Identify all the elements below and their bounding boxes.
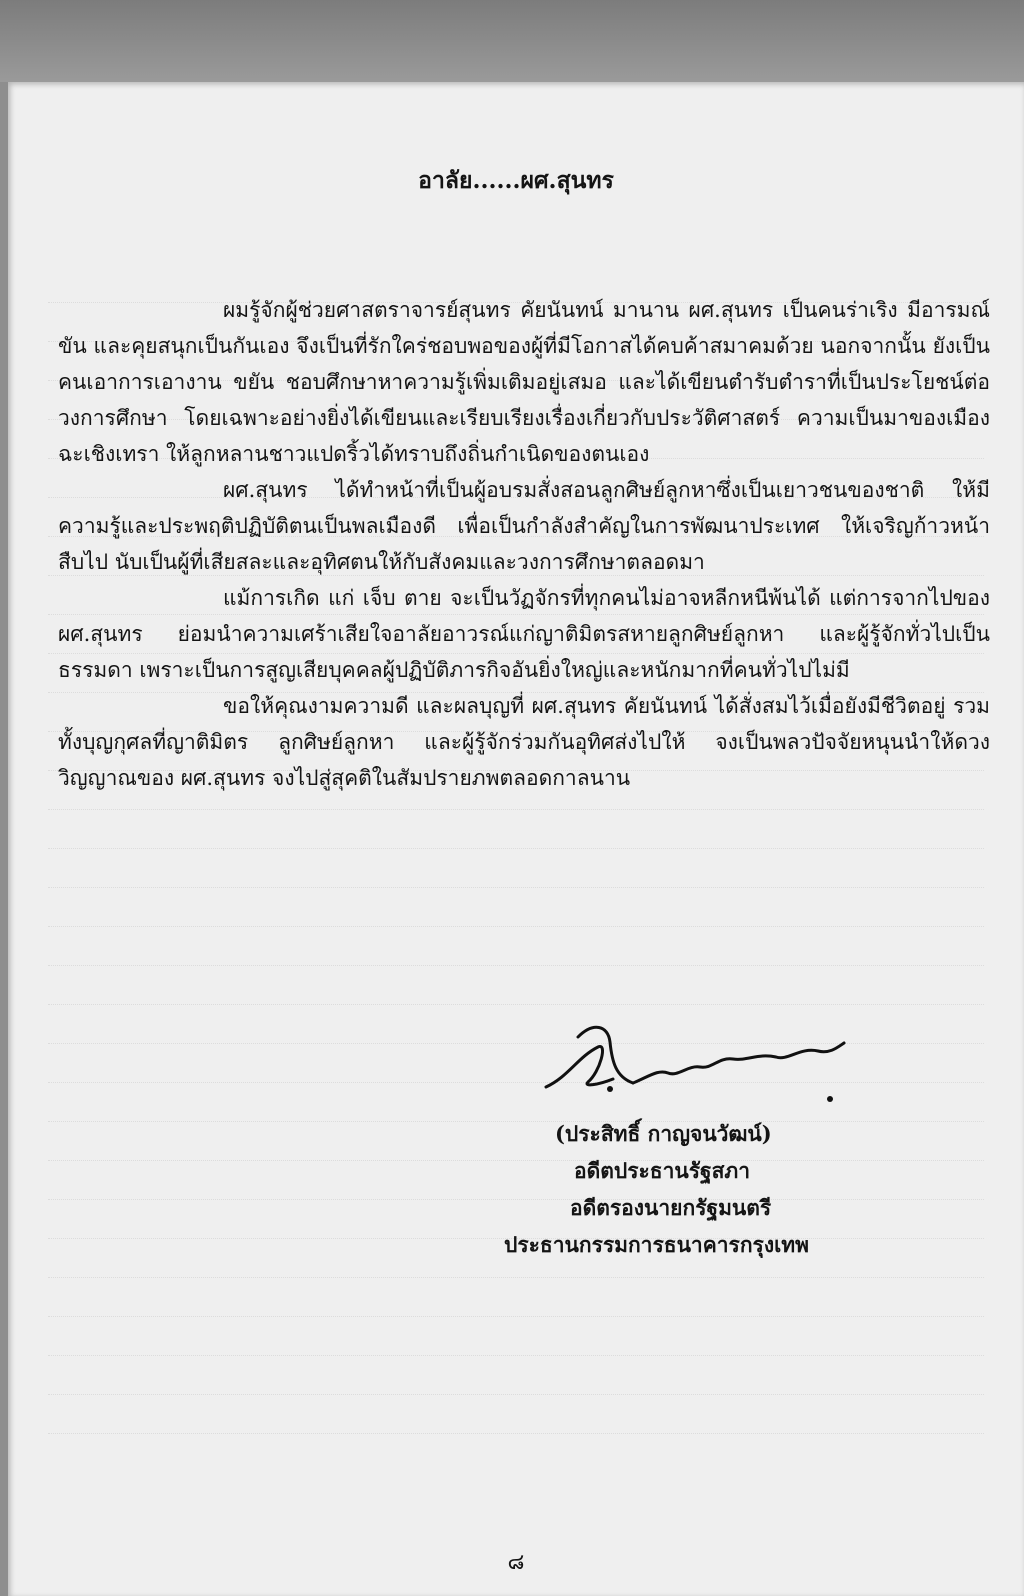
paragraph-2 [58, 472, 990, 580]
signatory-name: (ประสิทธิ์ กาญจนวัฒน์) [555, 1121, 772, 1146]
document-page [8, 82, 1024, 1596]
page-title: อาลัย......ผศ.สุนทร [418, 167, 614, 194]
paragraph-4-text: ขอให้คุณงามความดี และผลบุญที่ ผศ.สุนทร คัยนันทน์ ได้สั่งสมไว้เมื่อยังมีชีวิตอยู่ รวมทั้งบุญกุศลที่ญาติมิตร ลูกศิษย์ลูกหา และผู้รู้จักร่วมกันอุทิศส่งไปให้ จงเป็นพลวปัจจัยหนุนนำให้ดวงวิญญาณของ ผศ.สุนทร จงไปสู่สุคติในสัมปรายภพตลอดกาลนาน [58, 694, 990, 790]
paragraph-3 [58, 580, 990, 688]
signatory-title-1: อดีตประธานรัฐสภา [574, 1158, 751, 1183]
signatory-title-3: ประธานกรรมการธนาคารกรุงเทพ [504, 1232, 809, 1257]
scan-background [0, 0, 1024, 82]
body-text [58, 292, 990, 796]
handwritten-signature [538, 1017, 848, 1107]
paragraph-4 [58, 688, 990, 796]
page-number: ๘ [507, 1550, 525, 1575]
paragraph-2-text: ผศ.สุนทร ได้ทำหน้าที่เป็นผู้อบรมสั่งสอนลูกศิษย์ลูกหาซึ่งเป็นเยาวชนของชาติ ให้มีความรู้และประพฤติปฏิบัติตนเป็นพลเมืองดี เพื่อเป็นกำลังสำคัญในการพัฒนาประเทศ ให้เจริญก้าวหน้าสืบไป นับเป็นผู้ที่เสียสละและอุทิศตนให้กับสังคมและวงการศึกษาตลอดมา [58, 478, 990, 574]
paragraph-3-text: แม้การเกิด แก่ เจ็บ ตาย จะเป็นวัฏจักรที่ทุกคนไม่อาจหลีกหนีพ้นได้ แต่การจากไปของผศ.สุนทร ย่อมนำความเศร้าเสียใจอาลัยอาวรณ์แก่ญาติมิตรสหายลูกศิษย์ลูกหา และผู้รู้จักทั่วไปเป็นธรรมดา เพราะเป็นการสูญเสียบุคคลผู้ปฏิบัติภารกิจอันยิ่งใหญ่และหนักมากที่คนทั่วไปไม่มี [58, 586, 990, 682]
paragraph-1 [58, 292, 990, 472]
signature-block [488, 1115, 908, 1263]
paragraph-1-text: ผมรู้จักผู้ช่วยศาสตราจารย์สุนทร คัยนันทน์ มานาน ผศ.สุนทร เป็นคนร่าเริง มีอารมณ์ขัน และคุยสนุกเป็นกันเอง จึงเป็นที่รักใคร่ชอบพอของผู้ที่มีโอกาสได้คบค้าสมาคมด้วย นอกจากนั้น ยังเป็นคนเอาการเอางาน ขยัน ชอบศึกษาหาความรู้เพิ่มเติมอยู่เสมอ และได้เขียนตำรับตำราที่เป็นประโยชน์ต่อวงการศึกษา โดยเฉพาะอย่างยิ่งได้เขียนและเรียบเรียงเรื่องเกี่ยวกับประวัติศาสตร์ ความเป็นมาของเมืองฉะเชิงเทรา ให้ลูกหลานชาวแปดริ้วได้ทราบถึงถิ่นกำเนิดของตนเอง [58, 298, 990, 466]
signatory-title-2: อดีตรองนายกรัฐมนตรี [570, 1195, 772, 1220]
